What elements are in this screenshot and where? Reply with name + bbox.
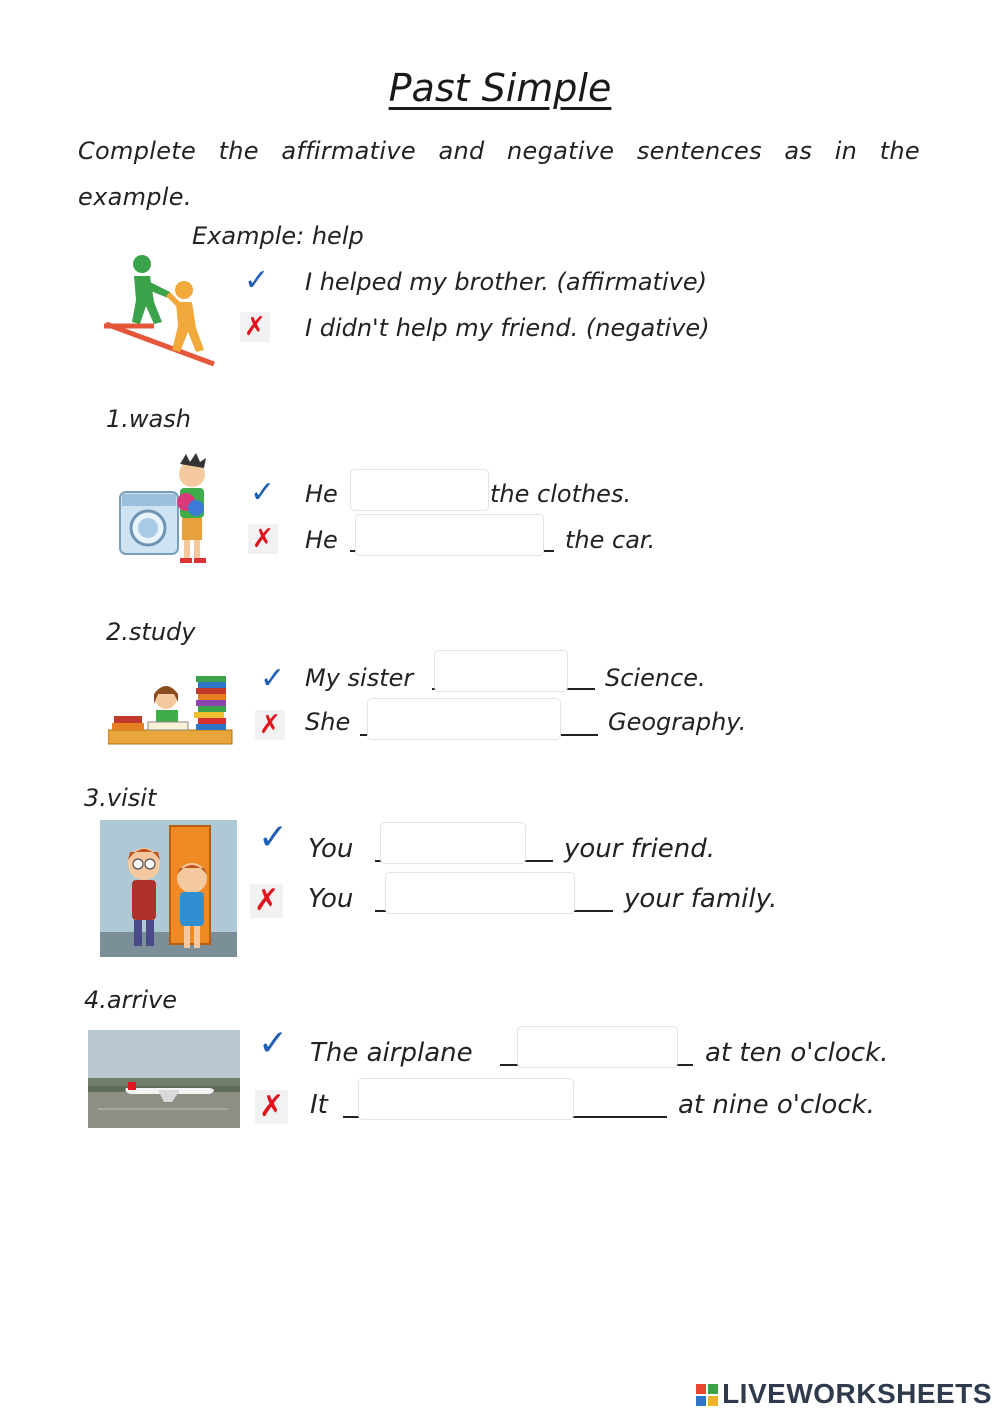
liveworksheets-logo: LIVEWORKSHEETS: [696, 1378, 992, 1410]
item-4-negative-input[interactable]: [358, 1078, 574, 1120]
item-2-neg-after: Geography.: [608, 708, 747, 736]
check-icon: ✓: [258, 817, 289, 858]
item-1-aff-after: the clothes.: [490, 480, 632, 508]
cross-icon: ✗: [255, 710, 285, 740]
item-1-affirmative-input[interactable]: [350, 469, 489, 511]
item-4-aff-before: The airplane: [310, 1038, 473, 1068]
item-4-neg-after: at nine o'clock.: [678, 1090, 875, 1120]
cross-icon: ✗: [255, 1090, 288, 1124]
item-3-neg-after: your family.: [624, 884, 778, 914]
item-2-negative-input[interactable]: [367, 698, 561, 740]
item-1-aff-before: He: [305, 480, 338, 508]
item-2-aff-after: Science.: [605, 664, 706, 692]
example-negative: I didn't help my friend. (negative): [305, 314, 710, 342]
example-affirmative: I helped my brother. (affirmative): [305, 268, 707, 296]
check-icon: ✓: [260, 661, 286, 696]
check-icon: ✓: [258, 1023, 289, 1064]
item-2-affirmative-input[interactable]: [434, 650, 568, 692]
item-1-negative-input[interactable]: [355, 514, 544, 556]
item-1-label: 1.wash: [106, 405, 191, 433]
item-2-aff-before: My sister: [305, 664, 414, 692]
item-4-aff-after: at ten o'clock.: [705, 1038, 889, 1068]
item-3-label: 3.visit: [84, 784, 157, 812]
item-3-aff-before: You: [308, 834, 354, 864]
cross-icon: ✗: [240, 312, 270, 342]
washing-machine-illustration: [116, 452, 216, 567]
check-icon: ✓: [250, 475, 276, 510]
item-3-aff-after: your friend.: [564, 834, 716, 864]
item-2-label: 2.study: [106, 618, 196, 646]
logo-icon: [696, 1384, 718, 1406]
instructions: Complete the affirmative and negative sentences as in the example.: [78, 137, 920, 211]
item-3-negative-input[interactable]: [385, 872, 575, 914]
children-at-door-illustration: [100, 820, 237, 957]
item-2-neg-before: She: [305, 708, 351, 736]
item-3-affirmative-input[interactable]: [380, 822, 526, 864]
helping-people-illustration: [104, 252, 216, 370]
item-1-neg-before: He: [305, 526, 338, 554]
page-title: Past Simple: [388, 66, 612, 110]
item-1-neg-after: the car.: [565, 526, 656, 554]
cross-icon: ✗: [250, 884, 283, 918]
item-4-neg-before: It: [310, 1090, 328, 1120]
cross-icon: ✗: [248, 524, 278, 554]
airplane-photo: [88, 1030, 240, 1128]
item-4-affirmative-input[interactable]: [517, 1026, 678, 1068]
item-4-label: 4.arrive: [84, 986, 177, 1014]
item-3-neg-before: You: [308, 884, 354, 914]
example-label: Example: help: [192, 222, 364, 250]
check-icon: ✓: [244, 263, 270, 298]
studying-girl-illustration: [108, 672, 234, 752]
